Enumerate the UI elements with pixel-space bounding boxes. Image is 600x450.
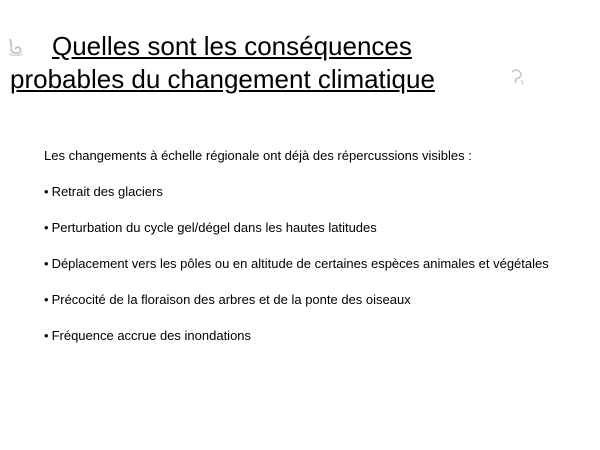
bullet-symbol: • <box>44 220 49 235</box>
slide-body <box>44 147 554 363</box>
bullet-symbol: • <box>44 292 49 307</box>
bullet-item <box>44 183 554 200</box>
bullet-symbol: • <box>44 256 49 271</box>
title-line-1: Quelles sont les conséquences <box>52 31 412 61</box>
title-line-2: probables du changement climatique <box>10 64 435 94</box>
bullet-text: Perturbation du cycle gel/dégel dans les hautes latitudes <box>51 220 377 235</box>
bullet-symbol: • <box>44 328 49 343</box>
intro-text: Les changements à échelle régionale ont déjà des répercussions visibles : <box>44 148 472 163</box>
bullet-item <box>44 219 554 236</box>
bullet-item <box>44 327 554 344</box>
slide-title <box>10 30 570 96</box>
bullet-symbol: • <box>44 184 49 199</box>
bullet-list <box>44 183 554 344</box>
bullet-text: Fréquence accrue des inondations <box>51 328 252 343</box>
bullet-item <box>44 291 554 308</box>
bullet-text: Précocité de la floraison des arbres et de la ponte des oiseaux <box>51 292 411 307</box>
bullet-text: Déplacement vers les pôles ou en altitude de certaines espèces animales et végétales <box>51 256 549 271</box>
bullet-item <box>44 255 554 272</box>
bullet-text: Retrait des glaciers <box>51 184 163 199</box>
